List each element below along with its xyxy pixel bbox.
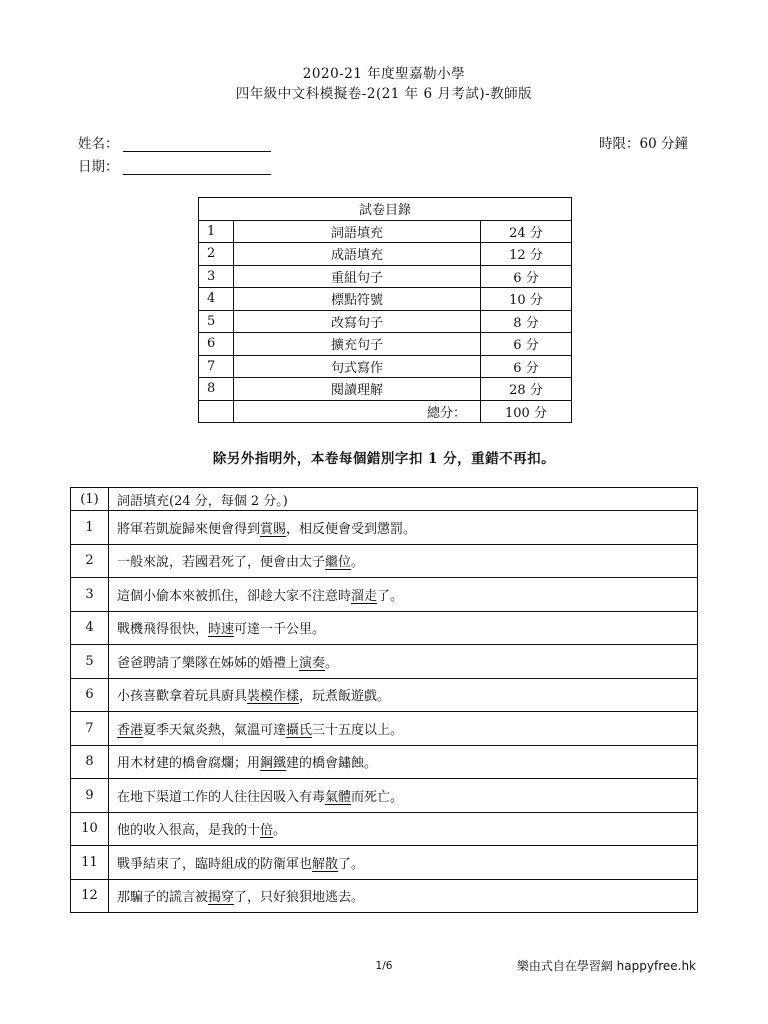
question-num: 5 (71, 645, 109, 679)
toc-section: 句式寫作 (234, 355, 481, 378)
school-year-title: 2020-21 年度聖嘉勒小學 (302, 66, 466, 82)
question-text (109, 779, 698, 813)
question-post: 。 (325, 655, 339, 671)
question-num: 1 (71, 511, 109, 545)
toc-section: 重組句子 (234, 265, 481, 288)
question-row (71, 779, 698, 813)
table-of-contents (198, 197, 572, 423)
toc-num: 1 (199, 220, 234, 243)
toc-num: 2 (199, 243, 234, 266)
answer-word: 解散 (312, 856, 339, 872)
question-num: 12 (71, 879, 109, 913)
question-pre: 那騙子的謊言被 (117, 890, 209, 906)
toc-score: 6 分 (481, 355, 572, 378)
question-text (109, 611, 698, 645)
section-num: (1) (71, 488, 109, 511)
question-post: 。 (273, 823, 287, 839)
question-post: 了，只好狼狽地逃去。 (234, 890, 365, 906)
question-pre: 一般來說，若國君死了，便會由太子 (117, 555, 326, 571)
toc-row (199, 378, 572, 401)
date-field (78, 155, 271, 175)
exam-title: 四年級中文科模擬卷-2(21 年 6 月考試)-教師版 (235, 86, 533, 102)
toc-row (199, 310, 572, 333)
answer-word: 繼位 (325, 555, 352, 571)
answer-word: 裝模作樣 (247, 689, 300, 705)
page-number: 1/6 (375, 960, 393, 972)
question-post: 。 (351, 555, 365, 571)
question-post: 可達一千公里。 (234, 622, 326, 638)
question-row (71, 511, 698, 545)
question-text (109, 645, 698, 679)
answer-word: 時速 (208, 622, 235, 638)
question-pre: 這個小偷本來被抓住，卻趁大家不注意時 (117, 588, 352, 604)
toc-score: 6 分 (481, 333, 572, 356)
question-post: 而死亡。 (351, 789, 404, 805)
toc-total-label: 總分： (234, 400, 481, 423)
toc-row (199, 220, 572, 243)
toc-score: 6 分 (481, 265, 572, 288)
name-label: 姓名： (78, 136, 119, 152)
toc-section: 改寫句子 (234, 310, 481, 333)
question-text (109, 511, 698, 545)
question-pre: 他的收入很高，是我的十 (117, 823, 261, 839)
question-post: 三十五度以上。 (312, 722, 404, 738)
question-text (109, 846, 698, 880)
toc-section: 標點符號 (234, 288, 481, 311)
question-row (71, 712, 698, 746)
toc-num: 7 (199, 355, 234, 378)
section-1-header (71, 488, 698, 511)
toc-total-score: 100 分 (481, 400, 572, 423)
question-post: ，玩煮飯遊戲。 (299, 689, 391, 705)
question-text (109, 578, 698, 612)
question-text (109, 678, 698, 712)
toc-row (199, 355, 572, 378)
question-row (71, 645, 698, 679)
toc-score: 8 分 (481, 310, 572, 333)
section-1-table (70, 487, 698, 913)
question-num: 3 (71, 578, 109, 612)
answer-word: 賞賜 (260, 521, 287, 537)
answer-word: 揭穿 (208, 890, 235, 906)
question-num: 7 (71, 712, 109, 746)
toc-title-row (199, 198, 572, 221)
question-row (71, 578, 698, 612)
question-num: 6 (71, 678, 109, 712)
question-row (71, 544, 698, 578)
toc-num: 6 (199, 333, 234, 356)
answer-word: 演奏 (299, 655, 326, 671)
question-pre: 將軍若凱旋歸來便會得到 (117, 521, 261, 537)
question-row (71, 611, 698, 645)
toc-score: 28 分 (481, 378, 572, 401)
name-blank-line (123, 137, 271, 152)
toc-row (199, 243, 572, 266)
question-text (109, 544, 698, 578)
marking-notice: 除另外指明外，本卷每個錯別字扣 1 分，重錯不再扣。 (212, 451, 556, 467)
question-text (109, 745, 698, 779)
toc-num: 5 (199, 310, 234, 333)
toc-score: 24 分 (481, 220, 572, 243)
answer-word-2: 攝氏 (286, 722, 313, 738)
answer-word: 氣體 (325, 789, 352, 805)
question-pre: 用木材建的橋會腐爛；用 (117, 756, 261, 772)
site-credit: 樂由式自在學習網 happyfree.hk (516, 959, 696, 973)
question-text (109, 879, 698, 913)
question-pre: 在地下渠道工作的人往往因吸入有毒 (117, 789, 326, 805)
question-text (109, 812, 698, 846)
toc-title: 試卷目錄 (199, 198, 572, 221)
question-post: 了。 (338, 856, 365, 872)
question-row (71, 812, 698, 846)
toc-num: 8 (199, 378, 234, 401)
date-blank-line (123, 160, 271, 175)
question-row (71, 678, 698, 712)
answer-word: 鋼鐵 (260, 756, 287, 772)
toc-score: 12 分 (481, 243, 572, 266)
answer-word: 倍 (260, 823, 274, 839)
toc-section: 成語填充 (234, 243, 481, 266)
question-num: 10 (71, 812, 109, 846)
time-limit: 時限：60 分鐘 (599, 136, 688, 152)
name-field (78, 132, 271, 152)
question-num: 8 (71, 745, 109, 779)
question-num: 11 (71, 846, 109, 880)
toc-total-blank (199, 400, 234, 423)
question-mid: 夏季天氣炎熱，氣溫可達 (143, 722, 287, 738)
question-num: 2 (71, 544, 109, 578)
toc-row (199, 265, 572, 288)
question-text (109, 712, 698, 746)
toc-section: 擴充句子 (234, 333, 481, 356)
question-pre: 戰機飛得很快， (117, 622, 209, 638)
question-pre: 戰爭結束了，臨時組成的防衛軍也 (117, 856, 313, 872)
page-header (0, 64, 768, 104)
question-row (71, 745, 698, 779)
question-num: 4 (71, 611, 109, 645)
section-title: 詞語填充(24 分，每個 2 分。) (109, 488, 698, 511)
question-post: 建的橋會鏽蝕。 (286, 756, 378, 772)
toc-row (199, 333, 572, 356)
date-label: 日期： (78, 159, 119, 175)
answer-word: 香港 (117, 722, 144, 738)
toc-score: 10 分 (481, 288, 572, 311)
toc-section: 閱讀理解 (234, 378, 481, 401)
question-pre: 小孩喜歡拿着玩具廚具 (117, 689, 248, 705)
toc-num: 4 (199, 288, 234, 311)
toc-num: 3 (199, 265, 234, 288)
toc-section: 詞語填充 (234, 220, 481, 243)
question-post: ，相反便會受到懲罰。 (286, 521, 417, 537)
question-num: 9 (71, 779, 109, 813)
question-pre: 爸爸聘請了樂隊在姊姊的婚禮上 (117, 655, 300, 671)
answer-word: 溜走 (351, 588, 378, 604)
question-row (71, 846, 698, 880)
question-post: 了。 (377, 588, 404, 604)
question-row (71, 879, 698, 913)
toc-total-row (199, 400, 572, 423)
toc-row (199, 288, 572, 311)
